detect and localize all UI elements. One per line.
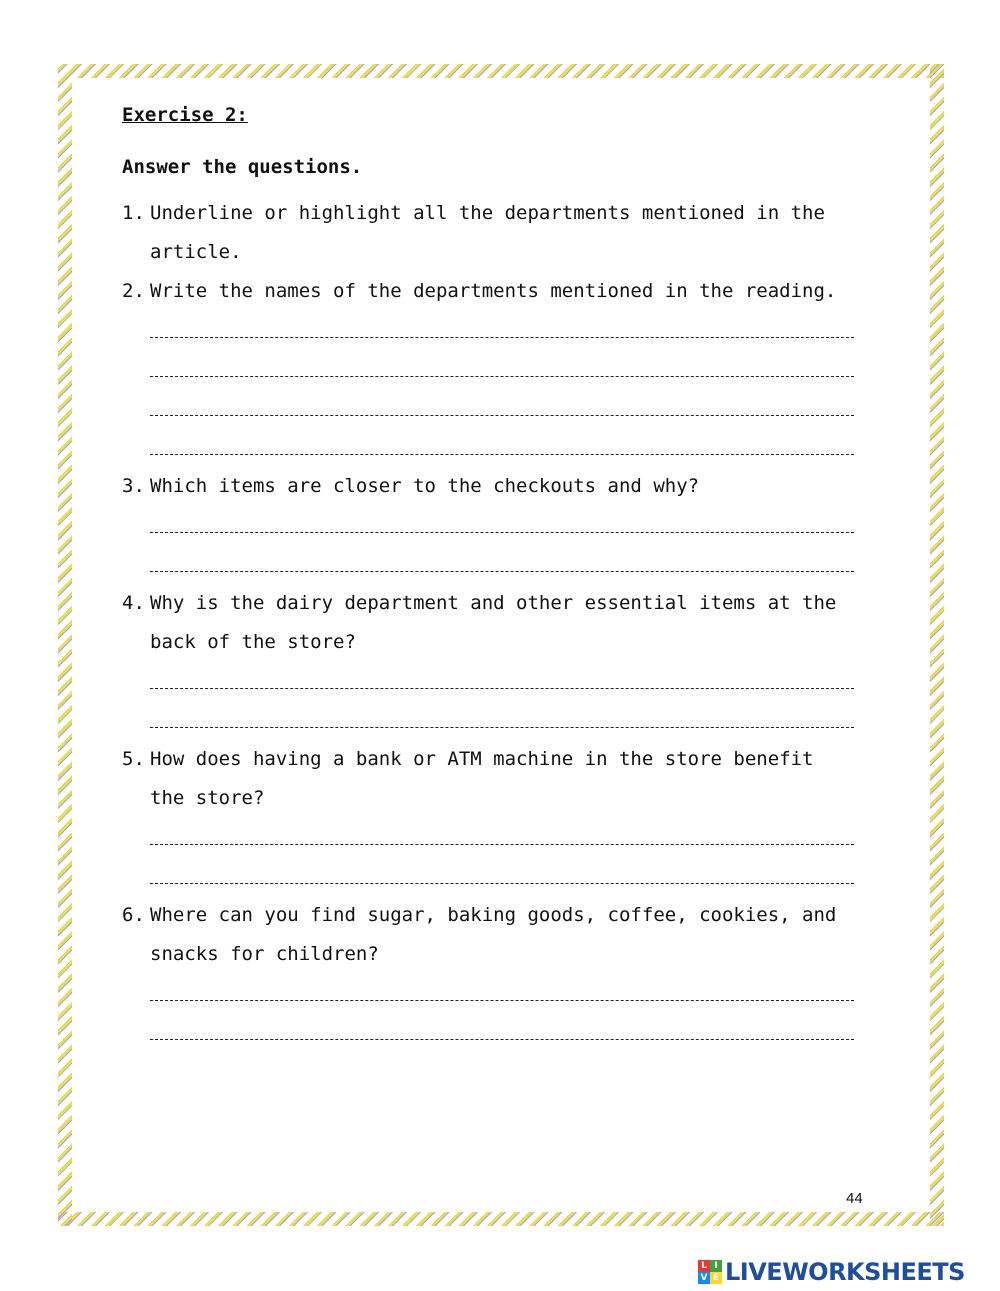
logo-letter: V xyxy=(698,1272,710,1284)
answer-line xyxy=(122,506,852,545)
logo-letter: I xyxy=(710,1260,722,1272)
question-3 xyxy=(122,467,852,506)
question-6 xyxy=(122,896,852,974)
answer-line xyxy=(122,389,852,428)
question-number: 5. xyxy=(122,748,145,770)
answer-line xyxy=(122,974,852,1013)
logo-letter: L xyxy=(698,1260,710,1272)
answer-line xyxy=(122,311,852,350)
question-text: Which items are closer to the checkouts and why? xyxy=(150,475,700,497)
answer-line xyxy=(122,545,852,584)
logo-letter: E xyxy=(710,1272,722,1284)
answer-input-2c[interactable] xyxy=(150,393,852,421)
pencil-border-top xyxy=(58,64,944,78)
instruction-text: Answer the questions. xyxy=(122,156,363,178)
answer-input-6a[interactable] xyxy=(150,978,852,1006)
pencil-border-bottom xyxy=(58,1212,944,1226)
question-text: How does having a bank or ATM machine in the store benefit the store? xyxy=(150,748,814,809)
page-number: 44 xyxy=(846,1190,863,1207)
answer-input-2a[interactable] xyxy=(150,315,852,343)
answer-line xyxy=(122,1013,852,1052)
worksheet-content xyxy=(122,100,852,1052)
question-number: 1. xyxy=(122,202,145,224)
logo-text: LIVEWORKSHEETS xyxy=(725,1258,965,1286)
answer-input-5a[interactable] xyxy=(150,822,852,850)
answer-line xyxy=(122,857,852,896)
answer-input-2b[interactable] xyxy=(150,354,852,382)
answer-input-3a[interactable] xyxy=(150,510,852,538)
answer-line xyxy=(122,350,852,389)
answer-line xyxy=(122,428,852,467)
exercise-title: Exercise 2: xyxy=(122,104,248,126)
question-list xyxy=(122,194,852,1052)
answer-input-6b[interactable] xyxy=(150,1017,852,1045)
question-4 xyxy=(122,584,852,662)
answer-line xyxy=(122,662,852,701)
question-number: 6. xyxy=(122,904,145,926)
pencil-border-left xyxy=(58,64,72,1226)
question-text: Underline or highlight all the departments mentioned in the article. xyxy=(150,202,825,263)
answer-line xyxy=(122,818,852,857)
answer-input-4b[interactable] xyxy=(150,705,852,733)
question-2 xyxy=(122,272,852,311)
answer-input-2d[interactable] xyxy=(150,432,852,460)
question-number: 2. xyxy=(122,280,145,302)
question-5 xyxy=(122,740,852,818)
question-text: Where can you find sugar, baking goods, coffee, cookies, and snacks for children? xyxy=(150,904,837,965)
answer-input-3b[interactable] xyxy=(150,549,852,577)
question-text: Why is the dairy department and other essential items at the back of the store? xyxy=(150,592,837,653)
answer-input-5b[interactable] xyxy=(150,861,852,889)
answer-input-4a[interactable] xyxy=(150,666,852,694)
logo-mark-icon xyxy=(698,1260,722,1284)
question-number: 3. xyxy=(122,475,145,497)
pencil-border-right xyxy=(930,64,944,1226)
question-text: Write the names of the departments mentioned in the reading. xyxy=(150,280,837,302)
question-1 xyxy=(122,194,852,272)
answer-line xyxy=(122,701,852,740)
liveworksheets-logo xyxy=(698,1258,965,1286)
question-number: 4. xyxy=(122,592,145,614)
